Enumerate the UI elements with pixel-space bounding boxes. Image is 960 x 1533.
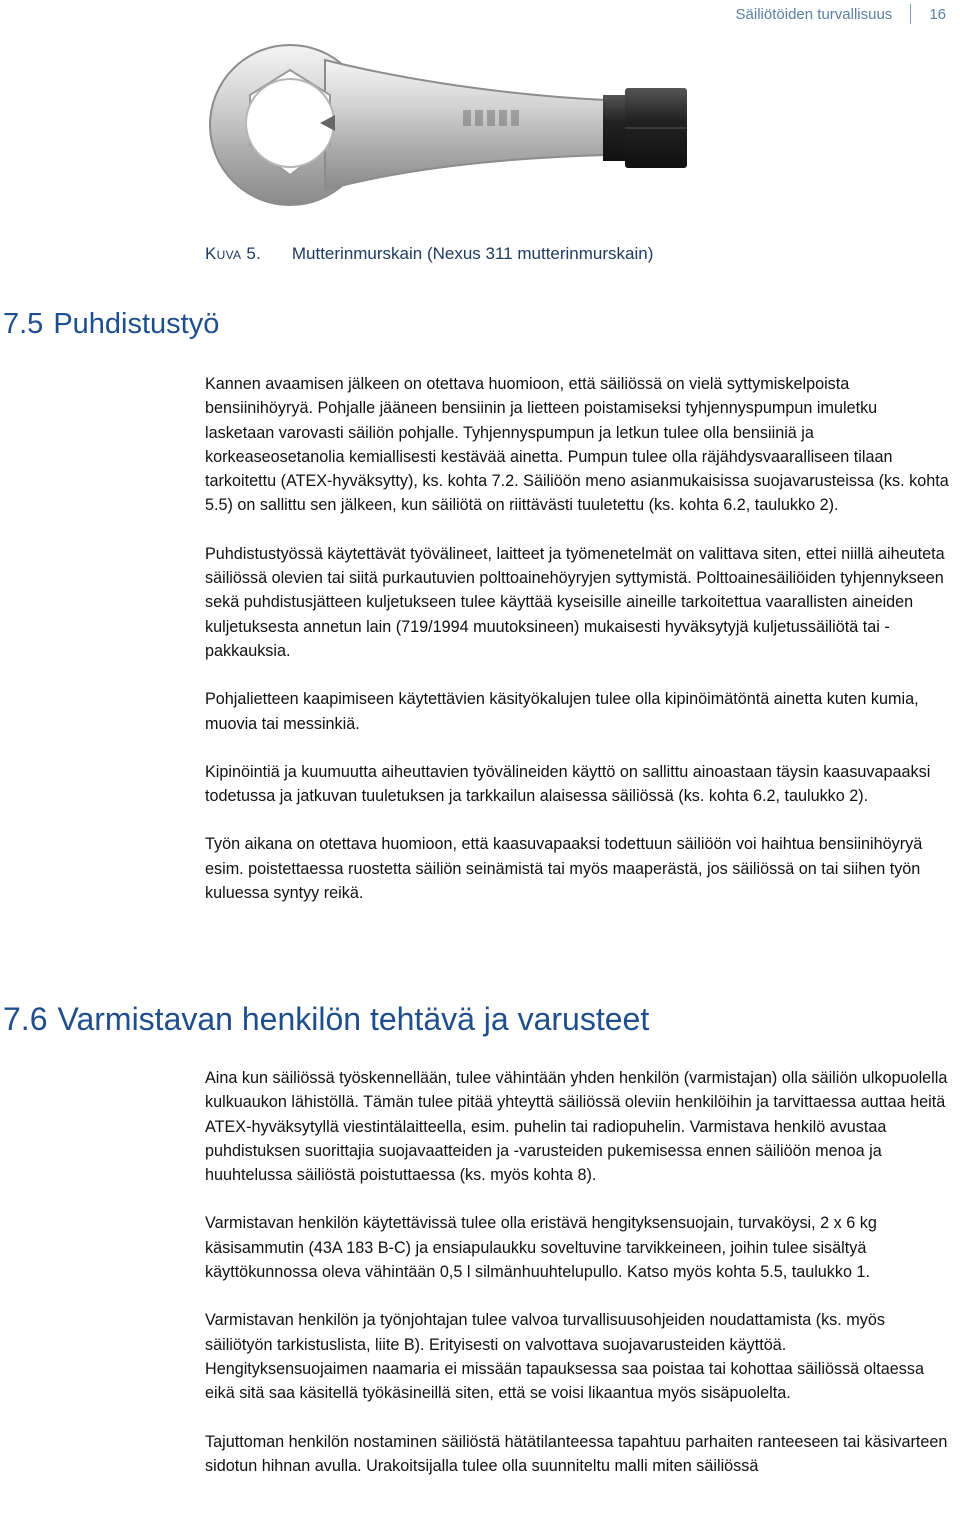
- header-title: Säiliötöiden turvallisuus: [735, 5, 893, 23]
- nut-splitter-image: [205, 40, 705, 210]
- paragraph: Kannen avaamisen jälkeen on otettava huomioon, että säiliössä on vielä syttymiskelpoista bensiinihöyryä. Pohjalle jääneen bensiinin ja lietteen poistamiseksi tyhjennyspumpun imuletku lasketaan varovasti säiliön pohjalle. Tyhjennyspumpun ja letkun tulee olla bensiiniä ja korkeaseosetanolia kemiallisesti kestävää ainetta. Pumpun tulee olla räjähdysvaaralliseen tilaan tarkoitettu (ATEX-hyväksytty), ks. kohta 7.2. Säiliöön meno asianmukaisissa suojavarusteissa (ks. kohta 5.5) on sallittu sen jälkeen, kun säiliötä on riittävästi tuuletettu (ks. kohta 6.2, taulukko 2).: [205, 375, 949, 515]
- page-number: 16: [929, 5, 946, 23]
- section-7-6-body: [205, 1066, 950, 1502]
- nut-splitter-illustration: [205, 40, 705, 210]
- bolt-collar: [603, 95, 625, 161]
- running-header: [736, 4, 946, 24]
- section-heading-7-5: [3, 309, 219, 341]
- paragraph: Aina kun säiliössä työskennellään, tulee vähintään yhden henkilön (varmistajan) olla säiliön ulkopuolella kulkuaukon lähistöllä. Tämän tulee pitää yhteyttä säiliössä oleviin henkilöihin ja tarvittaessa auttaa heitä ATEX-hyväksytyllä viestintälaitteella, esim. puhelin tai radiopuhelin. Varmistava henkilö avustaa puhdistuksen suorittajia suojavaatteiden ja -varusteiden pukemisessa ennen säiliöön menoa ja huuhtelussa säiliöstä poistuttaessa (ks. myös kohta 8).: [205, 1069, 948, 1185]
- paragraph: Pohjalietteen kaapimiseen käytettävien käsityökalujen tulee olla kipinöimätöntä ainetta kuten kumia, muovia tai messinkiä.: [205, 690, 919, 733]
- paragraph: Varmistavan henkilön käytettävissä tulee olla eristävä hengityksensuojain, turvaköysi, 2 x 6 kg käsisammutin (43A 183 B-C) ja ensiapulaukku soveltuvine tarvikkeineen, joihin tulee sisältyä käyttökunnossa oleva vähintään 0,5 l silmänhuuhtelupullo. Katso myös kohta 5.5, taulukko 1.: [205, 1214, 877, 1282]
- paragraph: Puhdistustyössä käytettävät työvälineet, laitteet ja työmenetelmät on valittava siten, ettei niillä aiheuteta säiliössä olevien tai siitä purkautuvien polttoainehöyryjen syttymistä. Polttoainesäiliöiden tyhjennykseen sekä puhdistusjätteen kuljetukseen tulee käyttää kyseisille aineille tarkoitettua vaarallisten aineiden kuljetuksesta annetun lain (719/1994 muutoksineen) mukaisesti hyväksytyjä kuljetussäiliötä tai -pakkauksia.: [205, 544, 945, 660]
- section-title: Varmistavan henkilön tehtävä ja varusteet: [57, 1001, 650, 1037]
- section-7-5-body: [205, 372, 950, 929]
- caption-label: Kuva 5.: [205, 244, 262, 263]
- paragraph: Työn aikana on otettava huomioon, että kaasuvapaaksi todettuun säiliöön voi haihtua bensiinihöyryä esim. poistettaessa ruostetta säiliön seinämistä tai myös maaperästä, jos säiliössä on tai siihen työn kuluessa syntyy reikä.: [205, 835, 923, 903]
- header-divider: [910, 4, 911, 24]
- paragraph: Varmistavan henkilön ja työnjohtajan tulee valvoa turvallisuusohjeiden noudattamista (ks. myös säiliötyön tarkistuslista, liite B). Erityisesti on valvottava suojavarusteiden käyttöä. Hengityksensuojaimen naamaria ei missään tapauksessa saa poistaa tai kohottaa säiliössä oltaessa eikä sitä saa käsitellä työkäsineillä siten, että se voisi likaantua myös sisäpuolelta.: [205, 1311, 924, 1403]
- section-heading-7-6: [3, 1002, 649, 1037]
- figure-caption: [205, 244, 653, 264]
- section-number: 7.5: [3, 308, 44, 340]
- section-title: Puhdistustyö: [53, 308, 220, 340]
- paragraph: Tajuttoman henkilön nostaminen säiliöstä hätätilanteessa tapahtuu parhaiten ranteeseen tai käsivarteen sidotun hihnan avulla. Urakoitsijalla tulee olla suunniteltu malli miten säiliössä: [205, 1432, 948, 1475]
- caption-title: Mutterinmurskain (Nexus 311 mutterinmurskain): [291, 244, 654, 263]
- paragraph: Kipinöintiä ja kuumuutta aiheuttavien työvälineiden käyttö on sallittu ainoastaan täysin kaasuvapaaksi todetussa ja jatkuvan tuuletuksen ja tarkkailun alaisessa säiliössä (ks. kohta 6.2, taulukko 2).: [205, 762, 931, 806]
- section-number: 7.6: [3, 1001, 48, 1037]
